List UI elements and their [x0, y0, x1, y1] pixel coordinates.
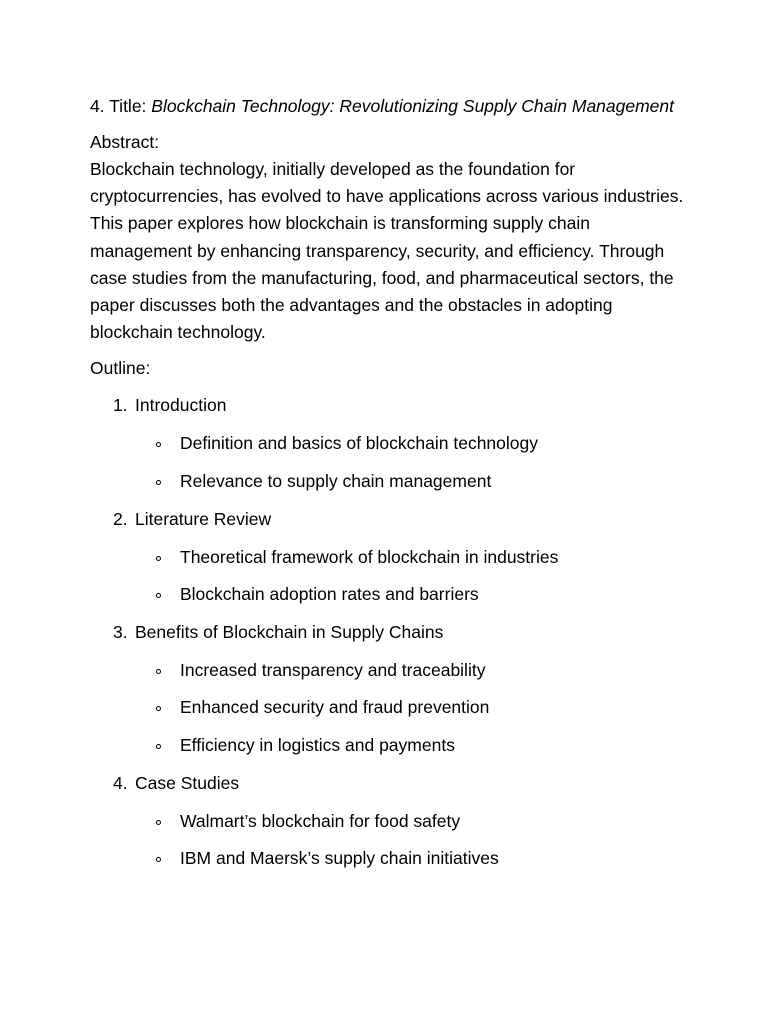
outline-section-benefits: [90, 619, 690, 759]
outline-heading: Outline:: [90, 358, 151, 379]
subsection-label: Blockchain adoption rates and barriers: [180, 584, 479, 605]
document-page: [90, 93, 690, 883]
subsection-label: Walmart’s blockchain for food safety: [180, 810, 461, 831]
subsection-label: Enhanced security and fraud prevention: [180, 697, 490, 718]
section-label: Case Studies: [135, 772, 240, 793]
subsection-list: [90, 808, 690, 873]
hollow-circle-bullet-icon: [156, 857, 161, 862]
abstract-text: Blockchain technology, initially developed as the foundation for cryptocurrencies, has evolved to have applications across various industries. This paper explores how blockchain is transforming supply chain management by enhancing transparency, security, and efficiency. Through case studies from the manufacturing, food, and pharmaceutical sectors, the paper discusses both the advantages and the obstacles in adopting blockchain technology.: [90, 159, 684, 343]
section-label: Introduction: [135, 395, 227, 416]
subsection-item: [90, 694, 690, 721]
subsection-label: Relevance to supply chain management: [180, 471, 492, 492]
subsection-label: Increased transparency and traceability: [180, 659, 486, 680]
abstract-heading: Abstract:: [90, 132, 160, 152]
section-number: 2.: [113, 508, 128, 529]
subsection-label: IBM and Maersk’s supply chain initiatives: [180, 848, 499, 869]
subsection-label: Efficiency in logistics and payments: [180, 734, 455, 755]
section-row: [90, 770, 690, 797]
title-prefix: 4. Title:: [90, 96, 152, 116]
section-number: 1.: [113, 395, 128, 416]
hollow-circle-bullet-icon: [156, 820, 161, 825]
hollow-circle-bullet-icon: [156, 706, 161, 711]
subsection-list: [90, 657, 690, 759]
section-row: [90, 619, 690, 646]
section-number: 3.: [113, 621, 128, 642]
subsection-item: [90, 845, 690, 872]
subsection-list: [90, 430, 690, 495]
subsection-item: [90, 732, 690, 759]
section-label: Benefits of Blockchain in Supply Chains: [135, 621, 444, 642]
subsection-label: Theoretical framework of blockchain in industries: [180, 546, 559, 567]
subsection-item: [90, 430, 690, 457]
hollow-circle-bullet-icon: [156, 480, 161, 485]
document-title: Blockchain Technology: Revolutionizing Supply Chain Management: [151, 96, 675, 116]
outline-section-literature-review: [90, 506, 690, 609]
subsection-item: [90, 581, 690, 608]
outline-list: [90, 392, 690, 872]
document-title-line: [90, 93, 690, 120]
outline-section-introduction: [90, 392, 690, 495]
hollow-circle-bullet-icon: [156, 442, 161, 447]
subsection-list: [90, 544, 690, 609]
subsection-label: Definition and basics of blockchain technology: [180, 433, 538, 454]
hollow-circle-bullet-icon: [156, 556, 161, 561]
section-row: [90, 506, 690, 533]
hollow-circle-bullet-icon: [156, 669, 161, 674]
section-row: [90, 392, 690, 419]
hollow-circle-bullet-icon: [156, 744, 161, 749]
hollow-circle-bullet-icon: [156, 593, 161, 598]
section-number: 4.: [113, 772, 128, 793]
subsection-item: [90, 808, 690, 835]
outline-section-case-studies: [90, 770, 690, 873]
subsection-item: [90, 544, 690, 571]
subsection-item: [90, 468, 690, 495]
section-label: Literature Review: [135, 508, 272, 529]
subsection-item: [90, 657, 690, 684]
